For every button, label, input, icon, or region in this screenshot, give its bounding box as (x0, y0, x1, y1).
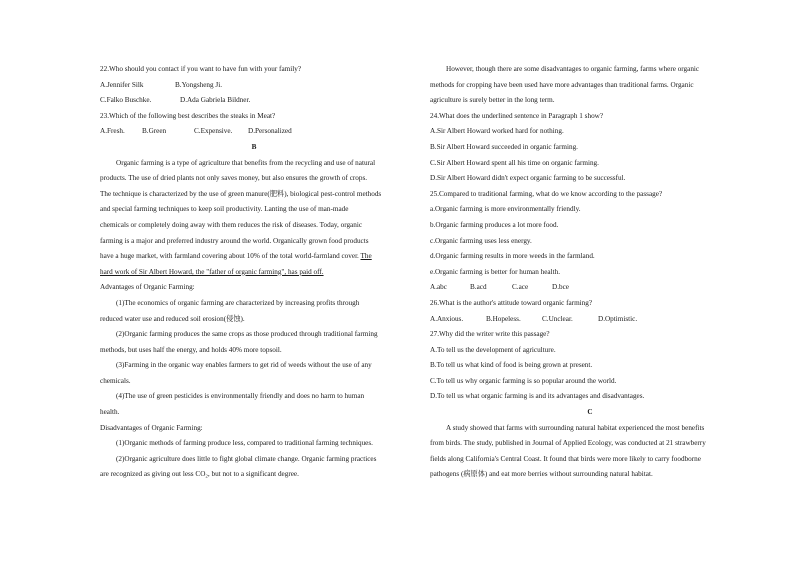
q25-option-b[interactable]: B.acd (470, 283, 487, 292)
passage-c-line: pathogens (病原体) and eat more berries without surrounding natural habitat. (430, 470, 653, 479)
q25-statement: d.Organic farming results in more weeds in the farmland. (430, 252, 595, 261)
passage-line: The technique is characterized by the use of green manure(肥料), biological pest-control methods (100, 189, 382, 198)
advantage-line: (4)The use of green pesticides is environmentally friendly and does no harm to human (116, 392, 365, 401)
passage-c-line: fields along California's Central Coast. It found that birds were more likely to carry foodborne (430, 454, 701, 463)
advantage-line: (1)The economics of organic farming are characterized by increasing profits through (116, 298, 360, 307)
q23-stem: 23.Which of the following best describes the steaks in Meat? (100, 111, 276, 120)
q25-option-a[interactable]: A.abc (430, 283, 447, 292)
intro-line: However, though there are some disadvantages to organic farming, farms where organic (446, 65, 700, 73)
q22-stem: 22.Who should you contact if you want to have fun with your family? (100, 65, 302, 73)
q22-options-row1 (100, 78, 408, 94)
q22-options-row2 (100, 93, 408, 109)
intro-line: agriculture is surely better in the long term. (430, 96, 555, 105)
q24-option-d[interactable]: D.Sir Albert Howard didn't expect organic farming to be successful. (430, 174, 626, 183)
advantage-line: methods, but uses half the energy, and holds 40% more topsoil. (100, 345, 282, 354)
passage-line: products. The use of dried plants not only saves money, but also ensures the growth of crops. (100, 174, 368, 183)
q24-option-c[interactable]: C.Sir Albert Howard spent all his time on organic farming. (430, 158, 599, 167)
passage-line-with-underline (100, 249, 408, 265)
q22-option-c[interactable]: C.Falko Buschke. (100, 96, 152, 105)
q23-option-d[interactable]: D.Personalized (248, 127, 292, 136)
q22-option-b[interactable]: B.Yongsheng Ji. (175, 80, 222, 89)
q22-option-d[interactable]: D.Ada Gabriela Bildner. (180, 96, 251, 105)
q27-option-d[interactable]: D.To tell us what organic farming is and its advantages and disadvantages. (430, 392, 645, 401)
advantage-line: chemicals. (100, 376, 131, 385)
underlined-sentence: hard work of Sir Albert Howard, the "father of organic farming", has paid off. (100, 267, 324, 276)
q23-option-c[interactable]: C.Expensive. (194, 127, 233, 136)
q24-option-a[interactable]: A.Sir Albert Howard worked hard for nothing. (430, 127, 564, 136)
passage-line: farming is a major and preferred industry around the world. Organically grown food products (100, 236, 369, 245)
q25-option-c[interactable]: C.ace (512, 283, 529, 292)
q27-option-b[interactable]: B.To tell us what kind of food is being grown at present. (430, 361, 593, 370)
intro-line: methods for cropping have been used have more advantages than traditional farms. Organic (430, 80, 694, 89)
q26-options (430, 312, 750, 328)
passage-line: and special farming techniques to keep soil productivity. Lanting the use of man-made (100, 205, 349, 214)
underlined-sentence-start: The (360, 252, 372, 261)
q23-option-b[interactable]: B.Green (142, 127, 167, 136)
advantage-line: reduced water use and reduced soil erosion(侵蚀). (100, 314, 245, 323)
q25-options (430, 280, 750, 296)
passage-c-line: A study showed that farms with surrounding natural habitat experienced the most benefits (446, 423, 705, 432)
section-c-title: C (587, 408, 593, 417)
passage-line-text: have a huge market, with farmland covering about 10% of the total world-farmland cover. (100, 252, 359, 261)
q22-option-a[interactable]: A.Jennifer Silk (100, 80, 144, 89)
passage-line: Organic farming is a type of agriculture that benefits from the recycling and use of natural (116, 158, 376, 167)
q25-statement: b.Organic farming produces a lot more food. (430, 220, 559, 229)
q25-stem: 25.Compared to traditional farming, what do we know according to the passage? (430, 189, 663, 198)
q23-option-a[interactable]: A.Fresh. (100, 127, 125, 136)
right-column (430, 62, 750, 483)
advantage-line: health. (100, 408, 120, 417)
advantage-line: (2)Organic farming produces the same crops as those produced through traditional farming (116, 330, 378, 339)
q27-stem: 27.Why did the writer write this passage? (430, 330, 550, 339)
q25-option-d[interactable]: D.bce (552, 283, 569, 292)
disadvantage-line: are recognized as giving out less CO₂, but not to a significant degree. (100, 470, 299, 479)
q27-option-a[interactable]: A.To tell us the development of agriculture. (430, 345, 556, 354)
disadvantage-line: (2)Organic agriculture does little to fight global climate change. Organic farming practices (116, 454, 377, 463)
q26-option-d[interactable]: D.Optimistic. (598, 314, 638, 323)
q27-option-c[interactable]: C.To tell us why organic farming is so popular around the world. (430, 376, 617, 385)
q26-stem: 26.What is the author's attitude toward organic farming? (430, 298, 593, 307)
q25-statement: a.Organic farming is more environmentally friendly. (430, 205, 581, 214)
q24-stem: 24.What does the underlined sentence in Paragraph 1 show? (430, 111, 604, 120)
advantages-title: Advantages of Organic Farming: (100, 283, 195, 292)
q26-option-a[interactable]: A.Anxious. (430, 314, 464, 323)
passage-c-line: from birds. The study, published in Journal of Applied Ecology, was conducted at 21 strawberry (430, 439, 706, 448)
q26-option-c[interactable]: C.Unclear. (542, 314, 573, 323)
passage-line: chemicals or completely doing away with them reduces the risk of diseases. Today, organic (100, 220, 363, 229)
disadvantages-title: Disadvantages of Organic Farming: (100, 423, 203, 432)
q23-options (100, 124, 408, 140)
advantage-line: (3)Farming in the organic way enables farmers to get rid of weeds without the use of any (116, 361, 372, 370)
q25-statement: e.Organic farming is better for human health. (430, 267, 560, 276)
q24-option-b[interactable]: B.Sir Albert Howard succeeded in organic farming. (430, 142, 578, 151)
q26-option-b[interactable]: B.Hopeless. (486, 314, 521, 323)
left-column (100, 62, 408, 483)
q25-statement: c.Organic farming uses less energy. (430, 236, 532, 245)
disadvantage-line: (1)Organic methods of farming produce less, compared to traditional farming techniques. (116, 439, 373, 448)
section-b-title: B (251, 142, 257, 151)
